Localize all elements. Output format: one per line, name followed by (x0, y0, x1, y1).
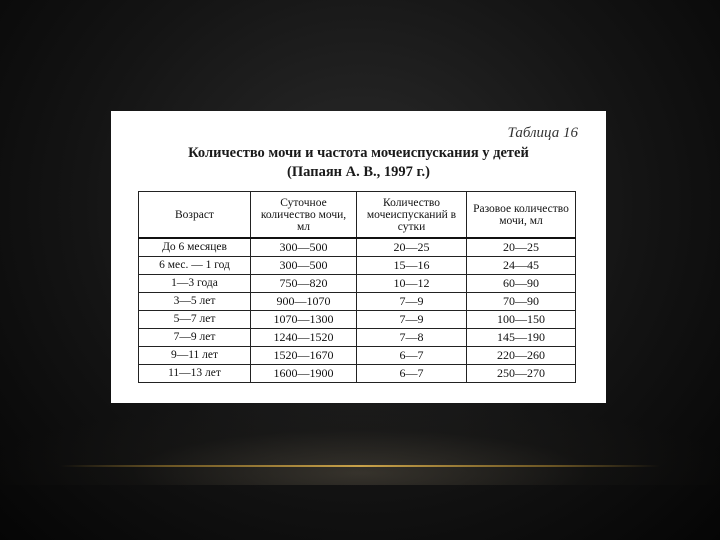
cell-single-volume: 220—260 (467, 347, 576, 365)
table-row (139, 275, 576, 293)
cell-age: До 6 месяцев (139, 238, 251, 257)
table-row (139, 257, 576, 275)
table-row (139, 311, 576, 329)
table-row (139, 238, 576, 257)
cell-frequency: 6—7 (357, 347, 467, 365)
column-header-daily-volume: Суточное количество мочи, мл (251, 192, 357, 239)
cell-daily-volume: 300—500 (251, 257, 357, 275)
cell-age: 7—9 лет (139, 329, 251, 347)
cell-frequency: 7—9 (357, 311, 467, 329)
table-title: Количество мочи и частота мочеиспускания у детей (188, 145, 529, 161)
cell-frequency: 7—9 (357, 293, 467, 311)
cell-single-volume: 60—90 (467, 275, 576, 293)
column-header-single-volume: Разовое количество мочи, мл (467, 192, 576, 239)
cell-frequency: 10—12 (357, 275, 467, 293)
table-document-image (111, 111, 606, 403)
cell-single-volume: 100—150 (467, 311, 576, 329)
column-header-frequency: Количество мочеиспусканий в сутки (357, 192, 467, 239)
cell-daily-volume: 750—820 (251, 275, 357, 293)
cell-age: 5—7 лет (139, 311, 251, 329)
header-row (139, 192, 576, 239)
urine-data-table (138, 191, 576, 383)
cell-age: 6 мес. — 1 год (139, 257, 251, 275)
table-caption: Таблица 16 (507, 125, 578, 141)
cell-single-volume: 24—45 (467, 257, 576, 275)
table-row (139, 365, 576, 383)
table-row (139, 293, 576, 311)
table-row (139, 329, 576, 347)
cell-frequency: 6—7 (357, 365, 467, 383)
cell-daily-volume: 1070—1300 (251, 311, 357, 329)
cell-frequency: 20—25 (357, 238, 467, 257)
cell-daily-volume: 1520—1670 (251, 347, 357, 365)
table-source: (Папаян А. В., 1997 г.) (287, 164, 430, 180)
cell-single-volume: 250—270 (467, 365, 576, 383)
column-header-age: Возраст (139, 192, 251, 239)
cell-single-volume: 70—90 (467, 293, 576, 311)
cell-frequency: 7—8 (357, 329, 467, 347)
cell-age: 9—11 лет (139, 347, 251, 365)
cell-age: 1—3 года (139, 275, 251, 293)
cell-frequency: 15—16 (357, 257, 467, 275)
cell-daily-volume: 1240—1520 (251, 329, 357, 347)
decorative-gold-line (60, 465, 660, 467)
slide-floor-glow (0, 405, 720, 485)
cell-single-volume: 20—25 (467, 238, 576, 257)
cell-single-volume: 145—190 (467, 329, 576, 347)
cell-daily-volume: 900—1070 (251, 293, 357, 311)
cell-age: 11—13 лет (139, 365, 251, 383)
cell-daily-volume: 1600—1900 (251, 365, 357, 383)
table-row (139, 347, 576, 365)
cell-age: 3—5 лет (139, 293, 251, 311)
cell-daily-volume: 300—500 (251, 238, 357, 257)
